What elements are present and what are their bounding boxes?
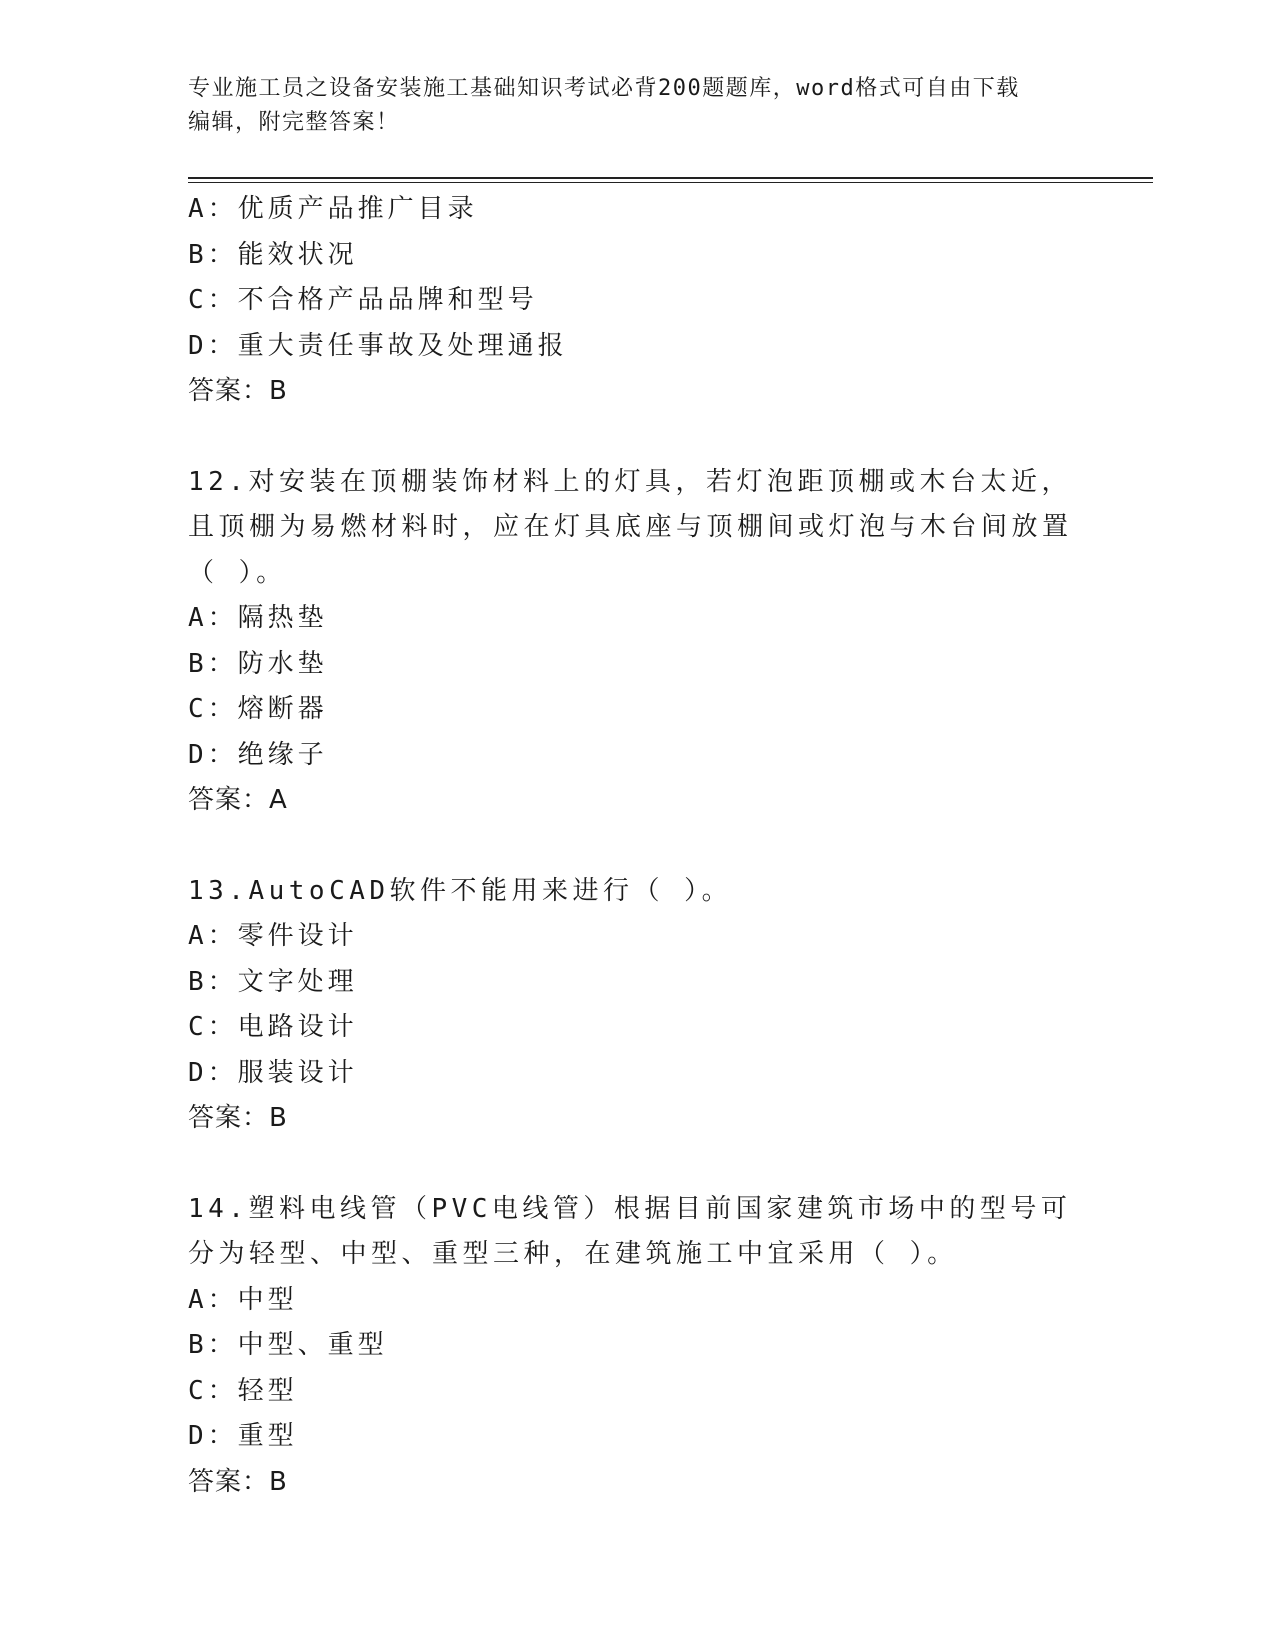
header-title-line-2: 编辑，附完整答案！: [188, 110, 400, 135]
question-stem: 12.对安装在顶棚装饰材料上的灯具，若灯泡距顶棚或木台太近，且顶棚为易燃材料时，应在灯具底座与顶棚间或灯泡与木台间放置（ ）。: [188, 466, 1073, 588]
question-stem: 13.AutoCAD软件不能用来进行（ ）。: [188, 875, 733, 906]
question-12: [188, 460, 1088, 824]
option-c: C：轻型: [188, 1375, 298, 1406]
question-11: [188, 187, 1088, 415]
option-a: A：隔热垫: [188, 603, 328, 633]
header-title-line-1: 专业施工员之设备安装施工基础知识考试必背200题题库，word格式可自由下载: [188, 76, 1020, 101]
option-d: D：重型: [188, 1421, 298, 1451]
option-c: C：不合格产品品牌和型号: [188, 285, 538, 315]
option-b: B：能效状况: [188, 239, 358, 270]
option-b: B：防水垫: [188, 648, 328, 679]
option-a: A：零件设计: [188, 921, 358, 951]
question-stem: 14.塑料电线管（PVC电线管）根据目前国家建筑市场中的型号可分为轻型、中型、重型三种，在建筑施工中宜采用（ ）。: [188, 1193, 1072, 1269]
option-a: A：优质产品推广目录: [188, 194, 478, 224]
option-c: C：熔断器: [188, 694, 328, 724]
option-d: D：服装设计: [188, 1057, 358, 1088]
document-header: [188, 72, 1088, 140]
header-divider-thin: [188, 182, 1153, 183]
answer-line: 答案：B: [188, 1103, 288, 1133]
answer-line: 答案：A: [188, 785, 288, 815]
option-b: B：文字处理: [188, 966, 358, 997]
option-b: B：中型、重型: [188, 1330, 388, 1360]
answer-line: 答案：B: [188, 1466, 288, 1497]
answer-line: 答案：B: [188, 376, 288, 406]
question-13: [188, 869, 1088, 1142]
question-14: [188, 1187, 1088, 1506]
option-a: A：中型: [188, 1284, 298, 1315]
option-d: D：绝缘子: [188, 739, 328, 770]
option-c: C：电路设计: [188, 1012, 358, 1042]
question-list: [188, 187, 1088, 1505]
option-d: D：重大责任事故及处理通报: [188, 330, 568, 361]
header-divider-thick: [188, 177, 1153, 179]
